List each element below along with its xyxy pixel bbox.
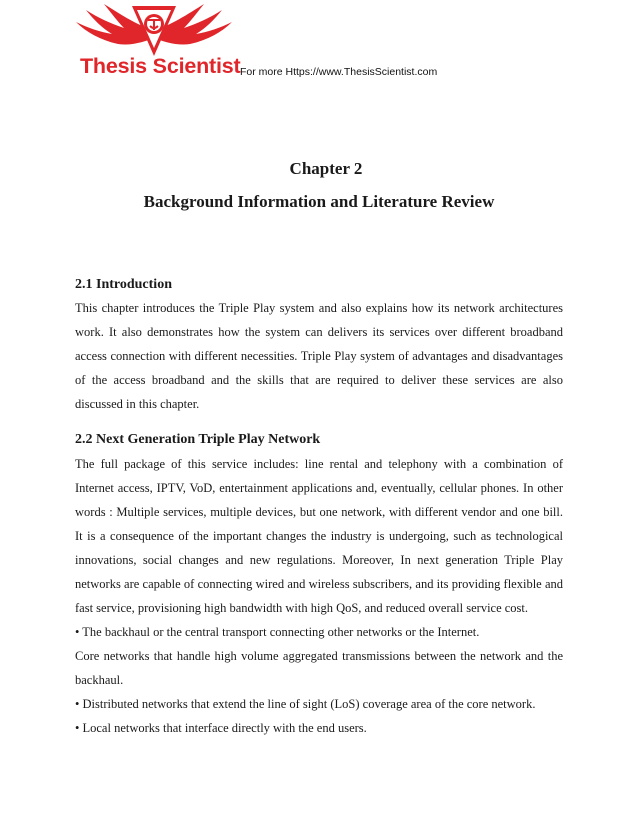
text-line: This chapter introduces the Triple Play system and also explains how its network architectures — [75, 301, 563, 315]
bullet-item: • The backhaul or the central transport connecting other networks or the Internet. — [75, 625, 480, 639]
logo-wordmark: Thesis Scientist — [80, 54, 241, 78]
text-line: Internet access, IPTV, VoD, entertainment applications and, eventually, cellular phones. In other — [75, 481, 563, 495]
text-line: The full package of this service includes: line rental and telephony with a combination of — [75, 457, 563, 471]
text-line: fast service, provisioning high bandwidth with high QoS, and reduced overall service cost. — [75, 601, 529, 615]
text-line: Core networks that handle high volume aggregated transmissions between the network and the — [75, 649, 563, 663]
text-line: backhaul. — [75, 673, 124, 687]
section-heading-next-generation: 2.2 Next Generation Triple Play Network — [75, 432, 321, 447]
paragraph-next-generation — [75, 452, 563, 740]
text-line: networks are capable of connecting wired and wireless subscribers, and its providing flexible and — [75, 577, 563, 591]
chapter-number: Chapter 2 — [289, 159, 363, 178]
page-header — [0, 0, 638, 90]
text-line: innovations, social changes and new regulations. Moreover, In next generation Triple Play — [75, 553, 563, 567]
winged-shield-emblem-icon — [68, 0, 240, 58]
website-link[interactable]: For more Https://www.ThesisScientist.com — [240, 66, 438, 78]
text-line: of the access broadband and the skills that are required to deliver these services are also — [75, 373, 563, 387]
text-line: words : Multiple services, multiple devices, but one network, with different vendor and one bill. — [75, 505, 563, 519]
paragraph-introduction — [75, 296, 563, 416]
bullet-item: • Local networks that interface directly with the end users. — [75, 721, 367, 735]
text-line: discussed in this chapter. — [75, 397, 200, 411]
bullet-item: • Distributed networks that extend the line of sight (LoS) coverage area of the core network. — [75, 697, 536, 711]
thesis-scientist-logo — [60, 0, 250, 88]
text-line: It is a consequence of the important changes the industry is undergoing, such as technological — [75, 529, 563, 543]
chapter-title: Background Information and Literature Review — [143, 192, 495, 211]
section-heading-introduction: 2.1 Introduction — [75, 277, 172, 292]
text-line: access connection with different necessities. Triple Play system of advantages and disadvantages — [75, 349, 563, 363]
text-line: work. It also demonstrates how the system can delivers its services over different broadband — [75, 325, 563, 339]
